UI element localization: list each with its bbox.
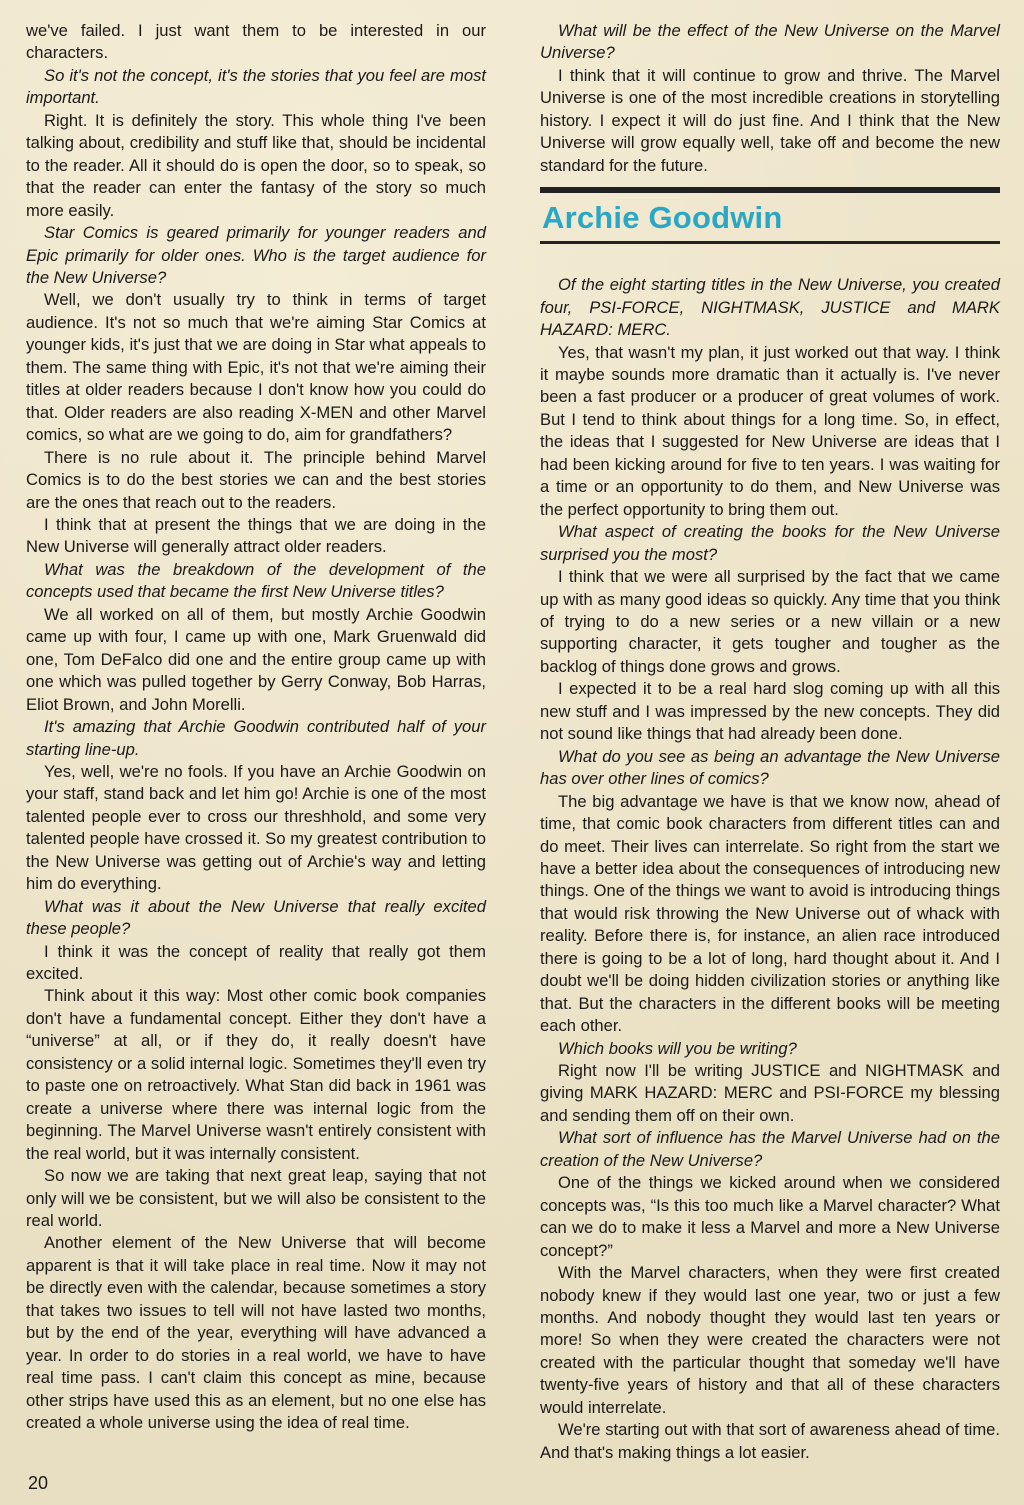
left-column [26,20,486,1435]
interview-question: Of the eight starting titles in the New Universe, you created four, PSI-FORCE, NIGHTMASK, JUSTICE and MARK HAZARD: MERC. [540,275,1000,340]
interview-answer: I think it was the concept of reality that really got them excited. [26,941,486,984]
interview-question: It's amazing that Archie Goodwin contributed half of your starting line-up. [26,717,486,759]
interview-question: What was it about the New Universe that really excited these people? [26,896,486,939]
interview-answer: Yes, well, we're no fools. If you have an Archie Goodwin on your staff, stand back and let him go! Archie is one of the most talented people ever to cross our threshhold, and some very talented people have crossed it. So my greatest contribution to the New Universe was getting out of Archie's way and letting him do everything. [26,761,486,894]
interview-answer: Yes, that wasn't my plan, it just worked out that way. I think it maybe sounds more dramatic than it actually is. I've never been a fast producer or a producer of great volumes of work. But I tend to think about things for a long time. So, in effect, the ideas that I suggested for New Universe are ideas that I had been kicking around for five to ten years. I was waiting for a time or an opportunity to do them, and New Universe was the perfect opportunity to bring them out. [540,342,1000,519]
interview-answer: Right now I'll be writing JUSTICE and NIGHTMASK and giving MARK HAZARD: MERC and PSI-FORCE my blessing and sending them off on their own. [540,1061,1000,1125]
interview-answer: I think that it will continue to grow and thrive. The Marvel Universe is one of the most incredible creations in storytelling history. I expect it will do just fine. And I think that the New Universe will grow equally well, take off and become the new standard for the future. [540,65,1000,175]
page-number: 20 [28,1473,49,1493]
right-column [540,20,1000,1464]
interview-answer: The big advantage we have is that we know now, ahead of time, that comic book characters from different titles can and do meet. Their lives can interrelate. So right from the start we have a better idea about the consequences of introducing new things. One of the things we want to avoid is introducing things that would risk throwing the New Universe out of whack with reality. Before there is, for instance, an alien race introduced there is going to be a lot of long, hard thought about it. And I doubt we'll be doing hidden civilization stories or anything like that. But the characters in the different books will be meeting each other. [540,791,1000,1036]
section-heading: Archie Goodwin [542,200,783,236]
interview-question: So it's not the concept, it's the stories that you feel are most important. [26,65,486,108]
interview-answer: One of the things we kicked around when we considered concepts was, “Is this too much like a Marvel character? What can we do to make it less a Marvel and more a New Universe concept?” [540,1173,1000,1260]
interview-answer: So now we are taking that next great leap, saying that not only will we be consistent, but we will also be consistent to the real world. [26,1166,486,1231]
interview-answer: Think about it this way: Most other comic book companies don't have a fundamental concept. Either they don't have a “universe” at all, or if they do, it really doesn't have consistency or a solid internal logic. Sometimes they'll even try to paste one on retroactively. What Stan did back in 1961 was create a universe where there was internal logic from the beginning. The Marvel Universe wasn't entirely consistent with the real world, but it was internally consistent. [26,986,486,1163]
section-divider-top [540,187,1000,193]
interview-answer: Well, we don't usually try to think in terms of target audience. It's not so much that we're aiming Star Comics at younger kids, it's just that we are doing in Star what appeals to them. The same thing with Epic, it's not that we're aiming their titles at older readers because I don't know how you could do that. Older readers are also reading X-MEN and other Marvel comics, so what are we going to do, aim for grandfathers? [26,290,486,445]
interview-question: What do you see as being an advantage the New Universe has over other lines of comics? [540,746,1000,789]
interview-question: What will be the effect of the New Universe on the Marvel Universe? [540,21,1000,63]
interview-answer: Right. It is definitely the story. This whole thing I've been talking about, credibility and stuff like that, should be incidental to the reader. All it should do is open the door, so to speak, so that the reader can enter the fantasy of the story so much more easily. [26,110,486,220]
section-divider-bottom [540,241,1000,244]
interview-answer: With the Marvel characters, when they were first created nobody knew if they would last one year, two or just a few months. And nobody thought they would last ten years or more! So when they were created the characters were not created with the particular thought that someday we'll have twenty-five years of history and that all of these characters would interrelate. [540,1263,1000,1417]
interview-answer: Another element of the New Universe that will become apparent is that it will take place in real time. Now it may not be directly even with the calendar, because sometimes a story that takes two issues to tell will not have lasted two months, but by the end of the year, everything will have advanced a year. In order to do stories in a real world, we have to have real time pass. I can't claim this concept as mine, because other strips have used this as an element, but no one else has created a whole universe using the idea of real time. [26,1233,486,1433]
interview-answer: I think that we were all surprised by the fact that we came up with as many good ideas so quickly. Any time that you think of trying to do a new series or a new villain or a new supporting character, it gets tougher and tougher as the backlog of things done grows and grows. [540,567,1000,676]
interview-question: What was the breakdown of the development of the concepts used that became the first New Universe titles? [26,559,486,602]
interview-question: Which books will you be writing? [558,1038,797,1058]
interview-answer: We all worked on all of them, but mostly Archie Goodwin came up with four, I came up with one, Mark Gruenwald did one, Tom DeFalco did one and the entire group came up with one which was pulled together by Gerry Conway, Bob Harras, Eliot Brown, and John Morelli. [26,604,486,714]
interview-question: Star Comics is geared primarily for younger readers and Epic primarily for older ones. Who is the target audience for the New Universe? [26,223,486,287]
interview-answer: We're starting out with that sort of awareness ahead of time. And that's making things a lot easier. [540,1420,1000,1462]
left-paragraph: we've failed. I just want them to be interested in our characters. [26,21,486,63]
interview-answer: There is no rule about it. The principle behind Marvel Comics is to do the best stories we can and the best stories are the ones that reach out to the readers. [26,447,486,512]
interview-question: What sort of influence has the Marvel Universe had on the creation of the New Universe? [540,1128,1000,1170]
interview-answer: I expected it to be a real hard slog coming up with all this new stuff and I was impressed by the new concepts. They did not sound like things that had already been done. [540,679,1000,744]
interview-answer: I think that at present the things that we are doing in the New Universe will generally attract older readers. [26,514,486,557]
interview-question: What aspect of creating the books for the New Universe surprised you the most? [540,522,1000,564]
